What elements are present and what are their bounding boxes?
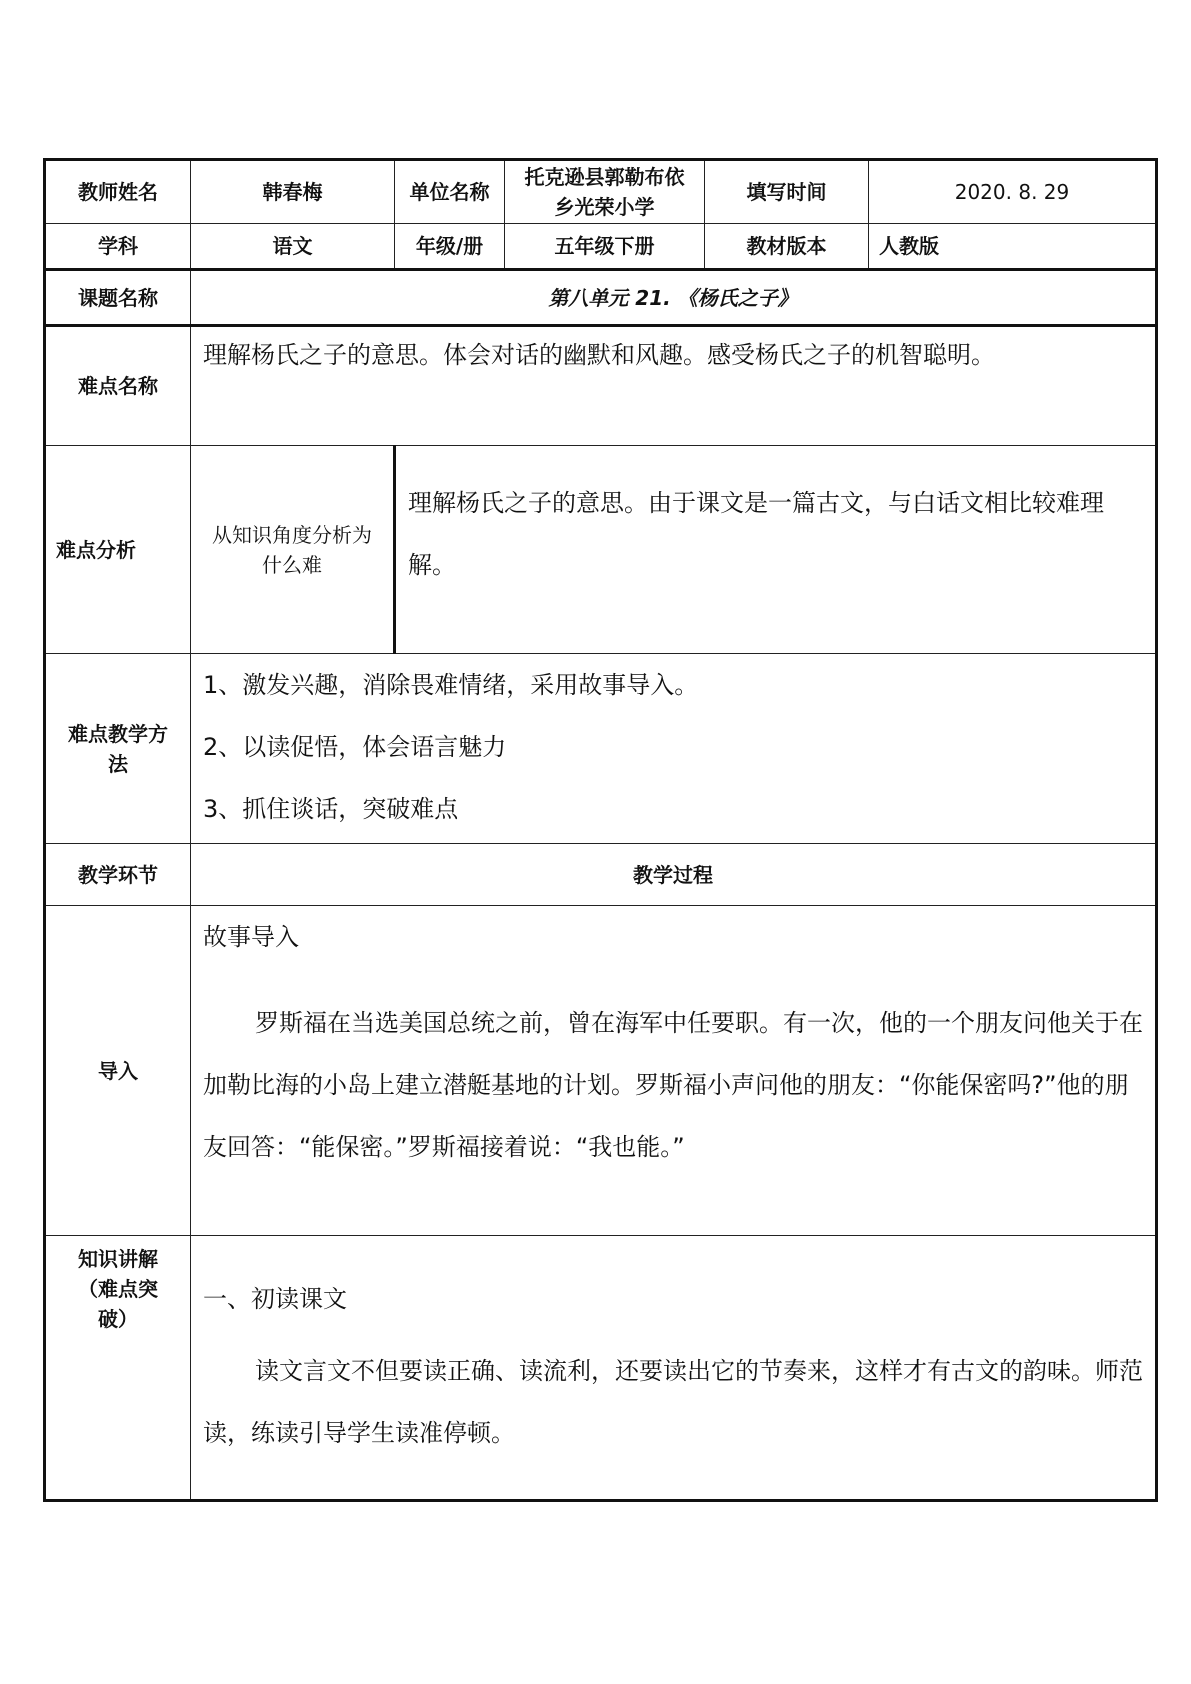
lesson-plan-table: [43, 158, 1158, 1502]
topic-label: 课题名称: [45, 270, 191, 326]
topic-value: 第八单元 21. 《杨氏之子》: [191, 270, 1157, 326]
knowledge-title: 一、初读课文: [203, 1285, 347, 1313]
unit-name-value: 托克逊县郭勒布依乡光荣小学: [505, 160, 705, 224]
difficulty-value: 理解杨氏之子的意思。体会对话的幽默和风趣。感受杨氏之子的机智聪明。: [203, 341, 995, 369]
methods-cell: [191, 654, 1157, 844]
intro-story: 罗斯福在当选美国总统之前，曾在海军中任要职。有一次，他的一个朋友问他关于在加勒比海的小岛上建立潜艇基地的计划。罗斯福小声问他的朋友：“你能保密吗?”他的朋友回答：“能保密。”罗斯福接着说：“我也能。”: [203, 1009, 1143, 1161]
row-process-header: [45, 844, 1157, 906]
row-topic: [45, 270, 1157, 326]
analysis-cell: [395, 446, 1157, 654]
analysis-value: 理解杨氏之子的意思。由于课文是一篇古文，与白话文相比较难理解。: [408, 489, 1104, 579]
edition-value: 人教版: [869, 224, 1157, 270]
intro-title: 故事导入: [203, 923, 299, 951]
row-analysis: [45, 446, 1157, 654]
analysis-sub-label: 从知识角度分析为什么难: [191, 446, 395, 654]
intro-label: 导入: [45, 906, 191, 1236]
knowledge-label: 知识讲解（难点突破）: [45, 1236, 191, 1501]
row-difficulty: [45, 326, 1157, 446]
unit-name-label: 单位名称: [395, 160, 505, 224]
edition-label: 教材版本: [705, 224, 869, 270]
methods-label: 难点教学方法: [45, 654, 191, 844]
fill-date-label: 填写时间: [705, 160, 869, 224]
fill-date-value: 2020. 8. 29: [869, 160, 1157, 224]
teacher-name-label: 教师姓名: [45, 160, 191, 224]
row-knowledge: [45, 1236, 1157, 1501]
intro-cell: [191, 906, 1157, 1236]
row-methods: [45, 654, 1157, 844]
lesson-plan-form: [43, 158, 1155, 1502]
grade-value: 五年级下册: [505, 224, 705, 270]
row-subject: [45, 224, 1157, 270]
process-header-label: 教学过程: [191, 844, 1157, 906]
method-item: 2、以读促悟，体会语言魅力: [203, 733, 507, 761]
knowledge-cell: [191, 1236, 1157, 1501]
subject-value: 语文: [191, 224, 395, 270]
teacher-name-value: 韩春梅: [191, 160, 395, 224]
method-item: 3、抓住谈话，突破难点: [203, 795, 459, 823]
subject-label: 学科: [45, 224, 191, 270]
stage-header-label: 教学环节: [45, 844, 191, 906]
method-item: 1、激发兴趣，消除畏难情绪，采用故事导入。: [203, 671, 699, 699]
analysis-label: 难点分析: [45, 446, 191, 654]
row-intro: [45, 906, 1157, 1236]
grade-label: 年级/册: [395, 224, 505, 270]
row-teacher: [45, 160, 1157, 224]
difficulty-cell: [191, 326, 1157, 446]
knowledge-text: 读文言文不但要读正确、读流利，还要读出它的节奏来，这样才有古文的韵味。师范读，练读引导学生读准停顿。: [203, 1357, 1143, 1447]
difficulty-label: 难点名称: [45, 326, 191, 446]
